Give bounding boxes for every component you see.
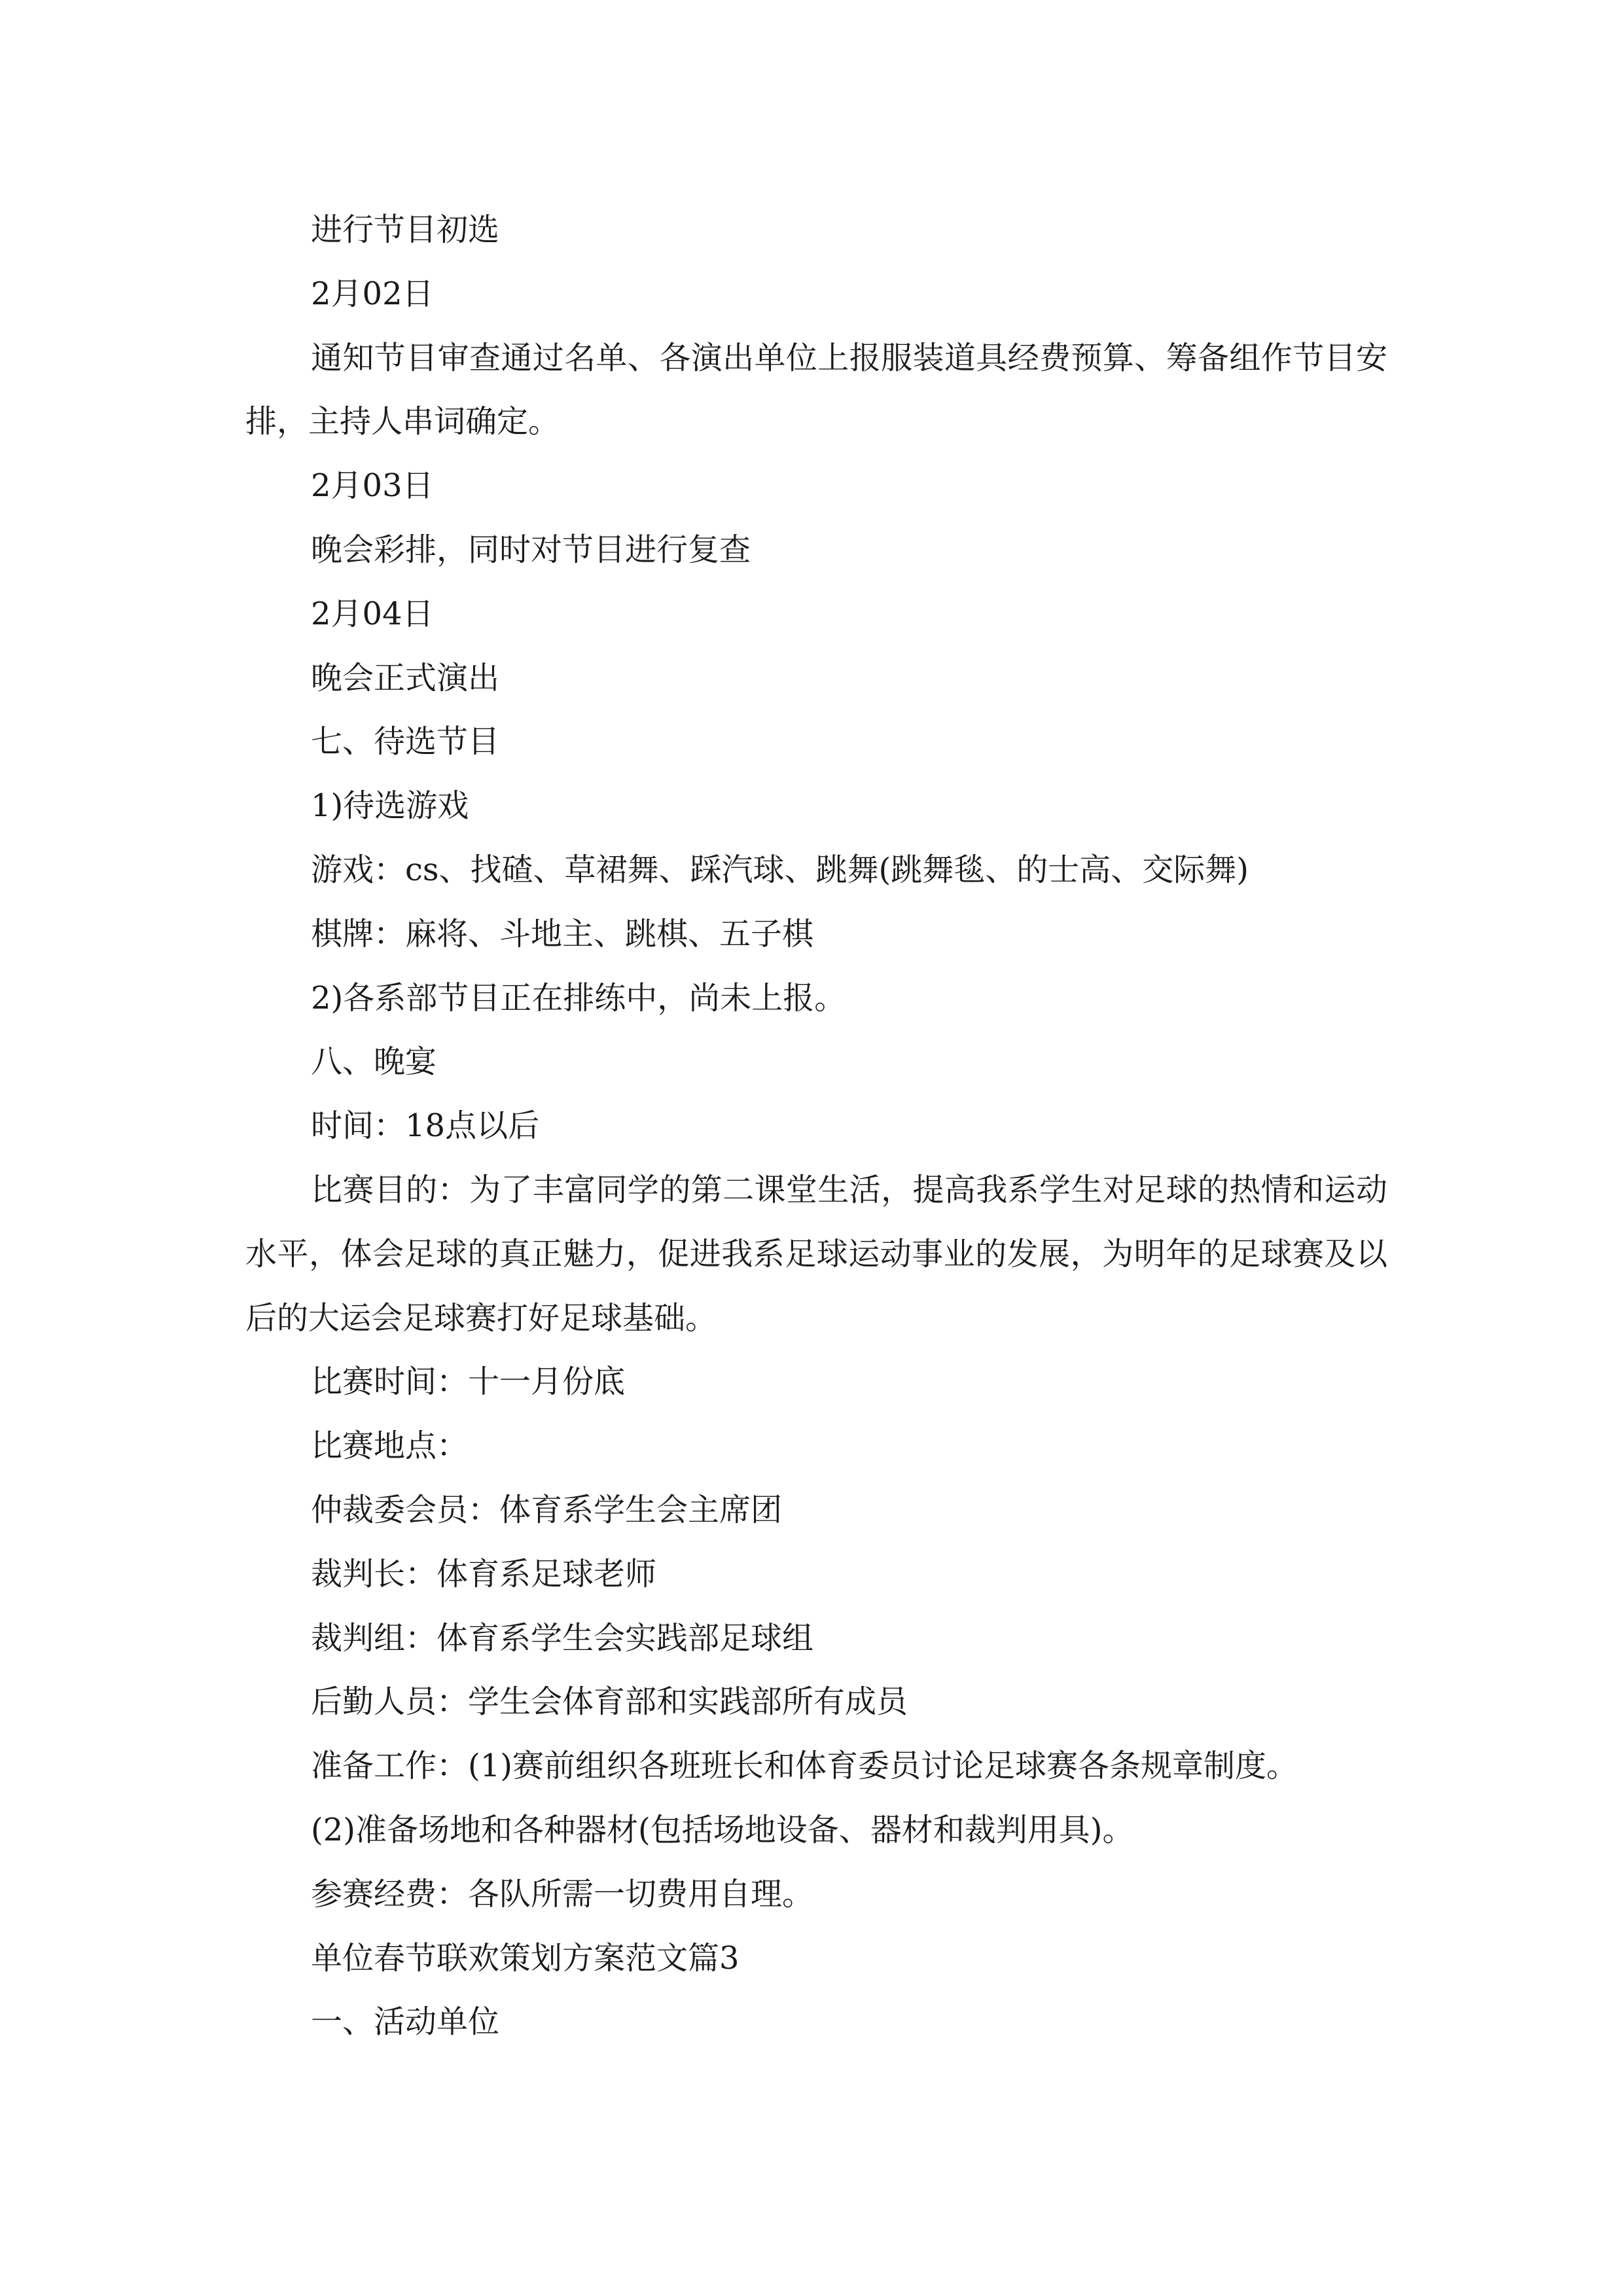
paragraph: 2月02日 — [311, 275, 434, 312]
section-heading: 七、待选节目 — [311, 723, 500, 761]
document-body — [245, 198, 1387, 2054]
paragraph: 准备工作：(1)赛前组织各班班长和体育委员讨论足球赛各条规章制度。 — [311, 1748, 1298, 1785]
paragraph: 2月03日 — [311, 467, 434, 505]
paragraph: 1)待选游戏 — [311, 787, 469, 825]
paragraph: (2)准备场地和各种器材(包括场地设备、器材和裁判用具)。 — [311, 1811, 1134, 1848]
paragraph: 比赛目的：为了丰富同学的第二课堂生活，提高我系学生对足球的热情和运动水平，体会足球的真正魅力，促进我系足球运动事业的发展，为明年的足球赛及以后的大运会足球赛打好足球基础。 — [245, 1171, 1387, 1336]
paragraph: 进行节目初选 — [311, 211, 500, 248]
section-heading: 一、活动单位 — [311, 2003, 500, 2041]
paragraph: 2月04日 — [311, 595, 434, 632]
paragraph: 比赛地点： — [311, 1427, 469, 1465]
paragraph: 棋牌：麻将、斗地主、跳棋、五子棋 — [311, 915, 814, 952]
paragraph: 时间：18点以后 — [311, 1107, 540, 1145]
paragraph: 参赛经费：各队所需一切费用自理。 — [311, 1875, 814, 1912]
paragraph: 晚会正式演出 — [311, 659, 500, 696]
paragraph: 通知节目审查通过名单、各演出单位上报服装道具经费预算、筹备组作节目安排，主持人串词确定。 — [245, 339, 1387, 440]
paragraph: 2)各系部节目正在排练中，尚未上报。 — [311, 979, 846, 1016]
paragraph: 晚会彩排，同时对节目进行复查 — [311, 531, 751, 568]
section-heading: 八、晚宴 — [311, 1043, 437, 1081]
section-heading: 单位春节联欢策划方案范文篇3 — [311, 1939, 740, 1977]
paragraph: 仲裁委会员：体育系学生会主席团 — [311, 1491, 783, 1528]
paragraph: 后勤人员：学生会体育部和实践部所有成员 — [311, 1683, 908, 1721]
paragraph: 裁判长：体育系足球老师 — [311, 1555, 657, 1592]
paragraph: 裁判组：体育系学生会实践部足球组 — [311, 1619, 814, 1657]
paragraph: 游戏：cs、找碴、草裙舞、踩汽球、跳舞(跳舞毯、的士高、交际舞) — [311, 851, 1249, 888]
paragraph: 比赛时间：十一月份底 — [311, 1363, 626, 1401]
